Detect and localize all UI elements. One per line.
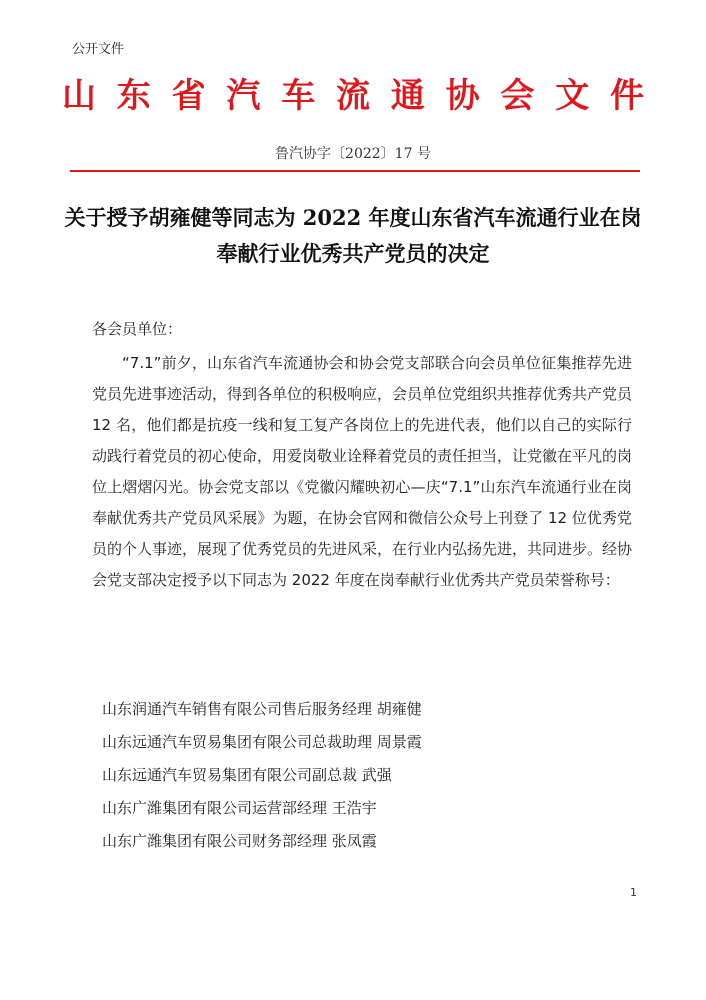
document-title: 关于授予胡雍健等同志为 2022 年度山东省汽车流通行业在岗奉献行业优秀共产党员的决定 [64,205,642,266]
organization-header: 山东省汽车流通协会文件 [62,76,646,116]
honoree-list [102,693,422,858]
honoree-item: 山东润通汽车销售有限公司售后服务经理 胡雍健 [102,700,422,718]
honoree-item: 山东广潍集团有限公司运营部经理 王浩宇 [102,799,377,817]
document-number: 鲁汽协字〔2022〕17 号 [275,146,431,162]
body-paragraph: “7.1”前夕，山东省汽车流通协会和协会党支部联合向会员单位征集推荐先进党员先进事迹活动，得到各单位的积极响应，会员单位党组织共推荐优秀共产党员 12 名，他们都是抗疫一线和复工复产各岗位上的先进代表，他们以自己的实际行动践行着党员的初心使命，用爱岗敬业诠释着党员的责任担当，让党徽在平凡的岗位上熠熠闪光。协会党支部以《党徽闪耀映初心—庆“7.1”山东汽车流通行业在岗奉献优秀共产党员风采展》为题，在协会官网和微信公众号上刊登了 12 位优秀党员的个人事迹，展现了优秀党员的先进风采，在行业内弘扬先进，共同进步。经协会党支部决定授予以下同志为 2022 年度在岗奉献行业优秀共产党员荣誉称号： [92,354,633,589]
honoree-item: 山东广潍集团有限公司财务部经理 张凤霞 [102,832,377,850]
honoree-item: 山东远通汽车贸易集团有限公司副总裁 武强 [102,766,392,784]
red-divider [70,170,640,172]
page-number: 1 [630,886,637,899]
honoree-item: 山东远通汽车贸易集团有限公司总裁助理 周景霞 [102,733,422,751]
salutation: 各会员单位： [92,320,183,338]
public-document-label: 公开文件 [72,42,125,57]
